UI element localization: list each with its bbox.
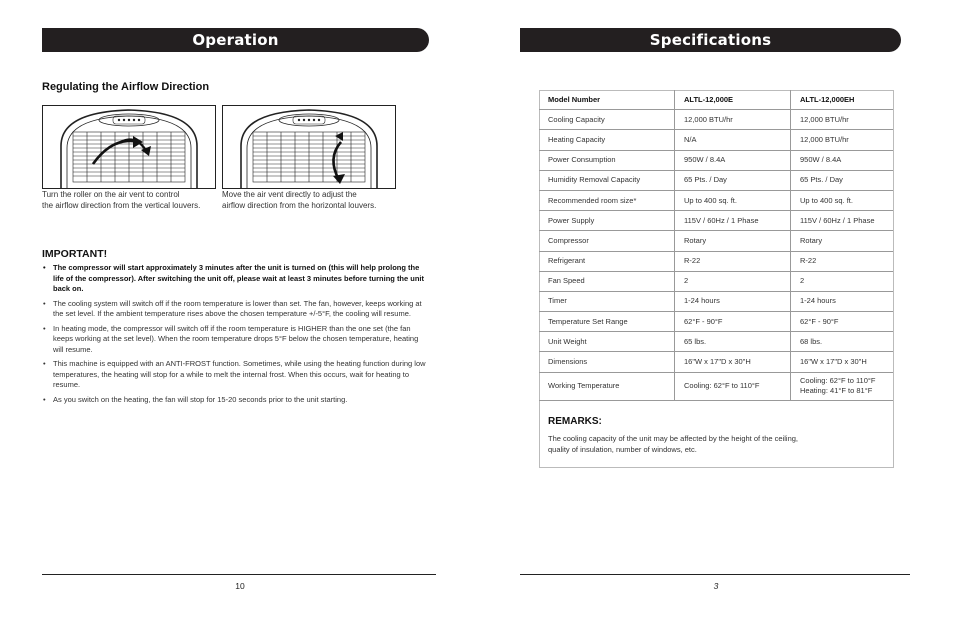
spec-value-eh: Rotary (791, 231, 894, 251)
right-footer-rule (520, 574, 910, 575)
note-item: • The cooling system will switch off if the room temperature is lower than set. The fan, however, keeps working at the set level. If the ambient temperature rises above the chosen temperature +/-5°F, the cooling will resume. (42, 299, 428, 320)
spec-value-e: R-22 (675, 251, 791, 271)
header-cell: ALTL-12,000E (675, 90, 791, 110)
figure-vertical-louvers (42, 105, 216, 189)
spec-value-e: 65 Pts. / Day (675, 170, 791, 190)
note-item: • The compressor will start approximately 3 minutes after the unit is turned on (this will help prolong the life of the compressor). After switching the unit off, please wait at least 3 minutes before turning the unit back on. (42, 263, 428, 295)
spec-value-eh: 12,000 BTU/hr (791, 130, 894, 150)
spec-label: Compressor (539, 231, 675, 251)
spec-label: Heating Capacity (539, 130, 675, 150)
spec-label: Cooling Capacity (539, 110, 675, 130)
table-row (539, 291, 893, 311)
spec-value-e: Rotary (675, 231, 791, 251)
spec-label: Power Consumption (539, 150, 675, 170)
table-row (539, 231, 893, 251)
header-cell: Model Number (539, 90, 675, 110)
spec-label: Humidity Removal Capacity (539, 170, 675, 190)
spec-value-e: N/A (675, 130, 791, 150)
working-temp-cooling: Cooling: 62°F to 110°F (800, 376, 876, 386)
spec-value-eh: R-22 (791, 251, 894, 271)
spec-value-e: 115V / 60Hz / 1 Phase (675, 211, 791, 231)
left-footer-rule (42, 574, 436, 575)
important-title: IMPORTANT! (42, 248, 108, 260)
spec-value-e: 62°F - 90°F (675, 312, 791, 332)
spec-value-eh: 12,000 BTU/hr (791, 110, 894, 130)
spec-value-eh: 115V / 60Hz / 1 Phase (791, 211, 894, 231)
specifications-title: Specifications (649, 31, 772, 49)
spec-value-eh: 62°F - 90°F (791, 312, 894, 332)
spec-value-e: 16"W x 17"D x 30"H (675, 352, 791, 372)
spec-value-eh: Up to 400 sq. ft. (791, 190, 894, 210)
remarks-title: REMARKS: (548, 416, 602, 427)
table-row (539, 332, 893, 352)
table-row (539, 130, 893, 150)
operation-banner (42, 28, 429, 52)
spec-value-e: Up to 400 sq. ft. (675, 190, 791, 210)
operation-title: Operation (192, 31, 279, 49)
spec-label: Dimensions (539, 352, 675, 372)
important-notes-list (42, 263, 428, 409)
specifications-table (539, 90, 893, 401)
unit-vent-illustration-1 (43, 106, 215, 188)
working-temp-heating: Heating: 41°F to 81°F (800, 386, 873, 396)
spec-value-e: 950W / 8.4A (675, 150, 791, 170)
spec-label: Working Temperature (539, 372, 675, 400)
table-row (539, 150, 893, 170)
table-row (539, 110, 893, 130)
right-page-number: 3 (713, 581, 719, 591)
table-row (539, 190, 893, 210)
spec-value-eh: 68 lbs. (791, 332, 894, 352)
note-item: • This machine is equipped with an ANTI-FROST function. Sometimes, while using the heating function during low temperatures, the heating will stop for a while to melt the internal frost. When this occurs, wait for heating to resume. (42, 359, 428, 391)
spec-label: Refrigerant (539, 251, 675, 271)
spec-label: Fan Speed (539, 271, 675, 291)
left-page-number: 10 (235, 581, 245, 591)
specifications-banner (520, 28, 901, 52)
table-row (539, 352, 893, 372)
figure-2-caption: Move the air vent directly to adjust the airflow direction from the horizontal louvers. (222, 190, 377, 210)
note-item: • As you switch on the heating, the fan will stop for 15-20 seconds prior to the unit starting. (42, 395, 428, 406)
airflow-section-title: Regulating the Airflow Direction (42, 81, 210, 93)
table-row (539, 211, 893, 231)
spec-value-e: Cooling: 62°F to 110°F (675, 372, 791, 400)
note-item: • In heating mode, the compressor will switch off if the room temperature is HIGHER than the one set (the fan keeps working at the set level). When the room temperature drops 5°F below the chosen temperature, heating will resume. (42, 324, 428, 356)
spec-value-e: 1-24 hours (675, 291, 791, 311)
remarks-text: The cooling capacity of the unit may be affected by the height of the ceiling, quality of insulation, number of windows, etc. (548, 434, 799, 454)
table-row (539, 170, 893, 190)
spec-value-eh: 950W / 8.4A (791, 150, 894, 170)
spec-label: Temperature Set Range (539, 312, 675, 332)
spec-value-eh: 16"W x 17"D x 30"H (791, 352, 894, 372)
spec-value-e: 2 (675, 271, 791, 291)
table-header-row (539, 90, 893, 110)
spec-value-e: 12,000 BTU/hr (675, 110, 791, 130)
figure-1-caption: Turn the roller on the air vent to control the airflow direction from the vertical louvers. (42, 190, 201, 210)
spec-value-eh: 2 (791, 271, 894, 291)
table-row (539, 251, 893, 271)
spec-label: Power Supply (539, 211, 675, 231)
spec-value-eh (791, 372, 894, 400)
spec-value-eh: 65 Pts. / Day (791, 170, 894, 190)
spec-value-e: 65 lbs. (675, 332, 791, 352)
figure-horizontal-louvers (222, 105, 396, 189)
spec-label: Recommended room size* (539, 190, 675, 210)
header-cell: ALTL-12,000EH (791, 90, 894, 110)
table-row (539, 271, 893, 291)
spec-label: Unit Weight (539, 332, 675, 352)
unit-vent-illustration-2 (223, 106, 395, 188)
table-row (539, 312, 893, 332)
table-row (539, 372, 893, 400)
spec-value-eh: 1-24 hours (791, 291, 894, 311)
spec-label: Timer (539, 291, 675, 311)
